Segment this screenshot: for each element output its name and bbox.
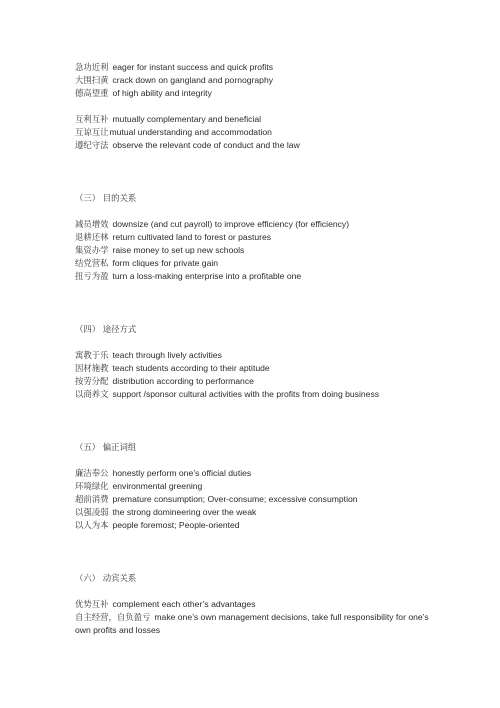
entry [75, 126, 440, 138]
chinese-term: 以强凌弱 [75, 507, 109, 517]
entry [75, 257, 440, 269]
entry [75, 139, 440, 151]
entry [75, 493, 440, 505]
chinese-term: 急功近利 [75, 62, 109, 72]
english-translation: complement each other’s advantages [112, 599, 256, 609]
chinese-term: 集资办学 [75, 245, 109, 255]
english-translation: people foremost; People-oriented [112, 520, 240, 530]
english-translation: teach through lively activities [112, 350, 222, 360]
entry [75, 611, 440, 637]
entry [75, 218, 440, 230]
section-heading: （四） 途径方式 [75, 324, 137, 334]
entry [75, 244, 440, 256]
english-translation: observe the relevant code of conduct and the law [112, 140, 300, 150]
chinese-term: 优势互补 [75, 599, 109, 609]
chinese-term: 结党营私 [75, 258, 109, 268]
entry [75, 519, 440, 531]
english-translation: return cultivated land to forest or pastures [112, 232, 272, 242]
chinese-term: 减员增效 [75, 219, 109, 229]
english-translation: mutual understanding and accommodation [109, 127, 272, 137]
english-translation: eager for instant success and quick profits [112, 62, 273, 72]
entry [75, 231, 440, 243]
entry [75, 467, 440, 479]
english-translation: raise money to set up new schools [112, 245, 245, 255]
entry [75, 362, 440, 374]
english-translation: distribution according to performance [112, 376, 254, 386]
chinese-term: 超前消费 [75, 494, 109, 504]
entry [75, 480, 440, 492]
chinese-term: 遵纪守法 [75, 140, 109, 150]
entry [75, 388, 440, 400]
entry [75, 270, 440, 282]
chinese-term: 环境绿化 [75, 481, 109, 491]
english-translation: crack down on gangland and pornography [112, 75, 274, 85]
chinese-term: 按劳分配 [75, 376, 109, 386]
entry [75, 61, 440, 73]
entry [75, 375, 440, 387]
english-translation: form cliques for private gain [112, 258, 219, 268]
section-heading: （五） 偏正词组 [75, 442, 137, 452]
english-translation: mutually complementary and beneficial [112, 114, 262, 124]
entry [75, 349, 440, 361]
chinese-term: 互谅互让 [75, 127, 109, 137]
section-heading: （三） 目的关系 [75, 193, 137, 203]
chinese-term: 寓教于乐 [75, 350, 109, 360]
chinese-term: 互利互补 [75, 114, 109, 124]
english-translation: teach students according to their aptitude [112, 363, 270, 373]
chinese-term: 以人为本 [75, 520, 109, 530]
english-translation: environmental greening [112, 481, 203, 491]
section-heading: （六） 动宾关系 [75, 573, 137, 583]
chinese-term: 因材施教 [75, 363, 109, 373]
entry [75, 113, 440, 125]
chinese-term: 以商养文 [75, 389, 109, 399]
entry [75, 506, 440, 518]
english-translation: premature consumption; Over-consume; excessive consumption [112, 494, 358, 504]
english-translation: turn a loss-making enterprise into a profitable one [112, 271, 302, 281]
entry [75, 87, 440, 99]
english-translation: of high ability and integrity [112, 88, 212, 98]
chinese-term: 自主经营，自负盈亏 [75, 612, 151, 622]
chinese-term: 扭亏为盈 [75, 271, 109, 281]
chinese-term: 大围扫黄 [75, 75, 109, 85]
english-translation: the strong domineering over the weak [112, 507, 257, 517]
english-translation: downsize (and cut payroll) to improve efficiency (for efficiency) [112, 219, 350, 229]
chinese-term: 退耕还林 [75, 232, 109, 242]
entry [75, 74, 440, 86]
chinese-term: 廉洁奉公 [75, 468, 109, 478]
english-translation: honestly perform one’s official duties [112, 468, 252, 478]
english-translation: make one’s own management decisions, take full responsibility for one’s own profits and losses [75, 612, 429, 635]
entry [75, 598, 440, 610]
english-translation: support /sponsor cultural activities with the profits from doing business [112, 389, 380, 399]
chinese-term: 德高望重 [75, 88, 109, 98]
